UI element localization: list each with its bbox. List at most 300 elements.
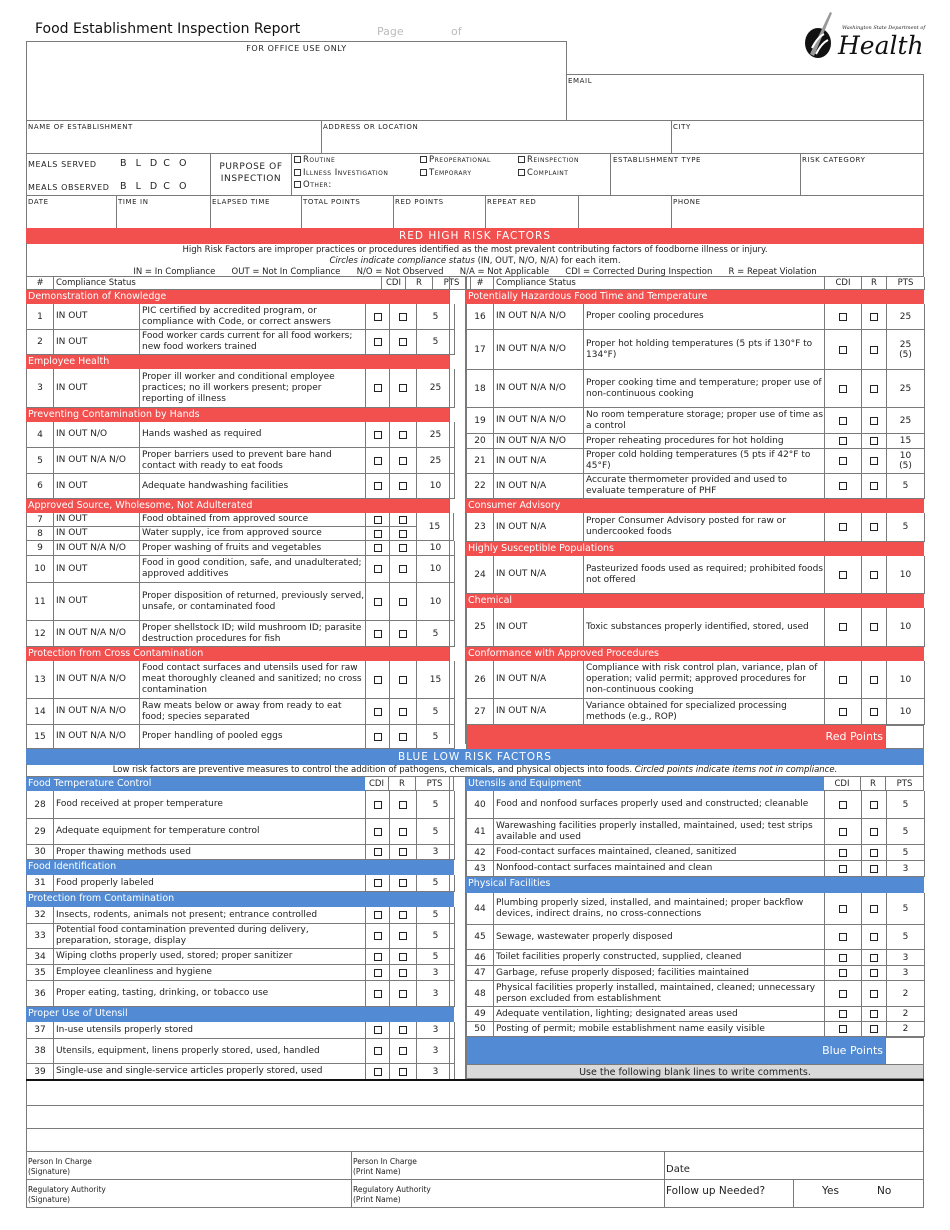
checkbox-icon[interactable] — [839, 954, 847, 962]
cdi-cell[interactable] — [825, 474, 862, 499]
checkbox-icon[interactable] — [839, 313, 847, 321]
checkbox-icon[interactable] — [374, 530, 382, 538]
cdi-cell[interactable] — [366, 924, 390, 949]
checkbox-icon[interactable] — [839, 623, 847, 631]
date-signed-field[interactable] — [664, 1151, 924, 1180]
checkbox-icon[interactable] — [374, 1068, 382, 1076]
cdi-cell[interactable] — [825, 966, 862, 981]
repeat-cell[interactable] — [390, 949, 417, 965]
repeat-cell[interactable] — [862, 699, 887, 725]
points-cell[interactable]: 3 — [417, 1022, 455, 1039]
points-cell[interactable]: 25 — [887, 408, 925, 434]
points-cell[interactable]: 5 — [417, 304, 455, 330]
checkbox-icon[interactable] — [518, 169, 525, 176]
checkbox-icon[interactable] — [374, 848, 382, 856]
repeat-cell[interactable] — [390, 924, 417, 949]
checkbox-icon[interactable] — [870, 571, 878, 579]
repeat-cell[interactable] — [862, 791, 887, 819]
compliance-status[interactable]: IN OUT — [54, 556, 140, 583]
checkbox-icon[interactable] — [374, 338, 382, 346]
points-cell[interactable]: 5 — [417, 949, 455, 965]
points-cell[interactable]: 5 — [887, 925, 925, 950]
checkbox-icon[interactable] — [374, 1047, 382, 1055]
repeat-cell[interactable] — [862, 1022, 887, 1037]
cdi-cell[interactable] — [825, 699, 862, 725]
checkbox-icon[interactable] — [374, 953, 382, 961]
checkbox-icon[interactable] — [374, 384, 382, 392]
compliance-status[interactable]: IN OUT — [54, 330, 140, 355]
checkbox-icon[interactable] — [399, 516, 407, 524]
repeat-cell[interactable] — [390, 527, 417, 541]
repeat-cell[interactable] — [390, 1064, 417, 1080]
checkbox-icon[interactable] — [399, 953, 407, 961]
checkbox-icon[interactable] — [374, 630, 382, 638]
checkbox-icon[interactable] — [870, 417, 878, 425]
checkbox-icon[interactable] — [870, 990, 878, 998]
checkbox-icon[interactable] — [399, 1047, 407, 1055]
cdi-cell[interactable] — [366, 699, 390, 725]
checkbox-icon[interactable] — [399, 932, 407, 940]
comment-line-1[interactable] — [26, 1081, 924, 1106]
points-cell[interactable]: 25 — [887, 304, 925, 330]
checkbox-icon[interactable] — [374, 801, 382, 809]
points-cell[interactable]: 25 — [417, 369, 455, 408]
repeat-cell[interactable] — [862, 893, 887, 925]
cdi-cell[interactable] — [366, 1039, 390, 1064]
points-cell[interactable]: 5 — [417, 725, 455, 749]
checkbox-icon[interactable] — [870, 801, 878, 809]
checkbox-icon[interactable] — [399, 911, 407, 919]
repeat-cell[interactable] — [862, 474, 887, 499]
repeat-cell[interactable] — [390, 304, 417, 330]
cdi-cell[interactable] — [825, 1007, 862, 1022]
checkbox-icon[interactable] — [399, 384, 407, 392]
cdi-cell[interactable] — [366, 1064, 390, 1080]
cdi-cell[interactable] — [366, 661, 390, 699]
compliance-status[interactable]: IN OUT N/A N/O — [54, 725, 140, 749]
checkbox-icon[interactable] — [839, 676, 847, 684]
checkbox-icon[interactable] — [870, 385, 878, 393]
checkbox-icon[interactable] — [399, 338, 407, 346]
checkbox-icon[interactable] — [839, 801, 847, 809]
repeat-cell[interactable] — [390, 474, 417, 499]
checkbox-icon[interactable] — [870, 969, 878, 977]
points-cell[interactable]: 3 — [887, 950, 925, 966]
points-cell[interactable]: 3 — [417, 965, 455, 981]
points-cell[interactable]: 15 — [887, 434, 925, 449]
points-cell[interactable]: 5 — [417, 907, 455, 924]
checkbox-icon[interactable] — [374, 516, 382, 524]
checkbox-icon[interactable] — [839, 990, 847, 998]
repeat-cell[interactable] — [862, 370, 887, 408]
cdi-cell[interactable] — [366, 875, 390, 892]
city-field[interactable] — [671, 120, 924, 154]
blue-points-total-field[interactable] — [885, 1037, 924, 1065]
compliance-status[interactable]: IN OUT N/A N/O — [494, 434, 584, 449]
repeat-cell[interactable] — [390, 621, 417, 647]
checkbox-icon[interactable] — [870, 346, 878, 354]
checkbox-icon[interactable] — [374, 911, 382, 919]
checkbox-icon[interactable] — [294, 181, 301, 188]
compliance-status[interactable]: IN OUT — [494, 608, 584, 647]
repeat-cell[interactable] — [390, 541, 417, 556]
points-cell[interactable]: 10 — [417, 583, 455, 621]
purpose-reinspection[interactable]: Reinspection — [518, 155, 579, 165]
checkbox-icon[interactable] — [420, 169, 427, 176]
repeat-cell[interactable] — [862, 661, 887, 699]
repeat-cell[interactable] — [390, 981, 417, 1007]
checkbox-icon[interactable] — [870, 933, 878, 941]
compliance-status[interactable]: IN OUT N/A — [494, 474, 584, 499]
cdi-cell[interactable] — [366, 791, 390, 819]
checkbox-icon[interactable] — [374, 828, 382, 836]
repeat-cell[interactable] — [390, 875, 417, 892]
points-cell[interactable]: 10 — [417, 474, 455, 499]
checkbox-icon[interactable] — [870, 437, 878, 445]
points-cell[interactable]: 3 — [887, 861, 925, 877]
follow-up-no[interactable]: No — [877, 1185, 892, 1197]
checkbox-icon[interactable] — [374, 708, 382, 716]
cdi-cell[interactable] — [366, 907, 390, 924]
repeat-cell[interactable] — [390, 448, 417, 474]
checkbox-icon[interactable] — [839, 346, 847, 354]
cdi-cell[interactable] — [825, 861, 862, 877]
checkbox-icon[interactable] — [839, 457, 847, 465]
checkbox-icon[interactable] — [399, 530, 407, 538]
repeat-cell[interactable] — [390, 583, 417, 621]
compliance-status[interactable]: IN OUT N/A N/O — [54, 448, 140, 474]
cdi-cell[interactable] — [366, 965, 390, 981]
repeat-cell[interactable] — [390, 907, 417, 924]
points-cell[interactable]: 3 — [417, 1039, 455, 1064]
email-field[interactable] — [566, 74, 924, 121]
cdi-cell[interactable] — [825, 608, 862, 647]
purpose-temporary[interactable]: Temporary — [420, 168, 471, 178]
cdi-cell[interactable] — [366, 583, 390, 621]
checkbox-icon[interactable] — [374, 565, 382, 573]
checkbox-icon[interactable] — [870, 457, 878, 465]
cdi-cell[interactable] — [825, 950, 862, 966]
checkbox-icon[interactable] — [870, 1010, 878, 1018]
repeat-cell[interactable] — [390, 725, 417, 749]
cdi-cell[interactable] — [825, 893, 862, 925]
checkbox-icon[interactable] — [374, 932, 382, 940]
checkbox-icon[interactable] — [839, 1010, 847, 1018]
points-cell[interactable]: 5 — [887, 845, 925, 861]
checkbox-icon[interactable] — [399, 848, 407, 856]
cdi-cell[interactable] — [366, 422, 390, 448]
compliance-status[interactable]: IN OUT N/A — [494, 661, 584, 699]
cdi-cell[interactable] — [366, 725, 390, 749]
points-cell[interactable]: 5 — [417, 924, 455, 949]
repeat-cell[interactable] — [390, 1022, 417, 1039]
checkbox-icon[interactable] — [399, 879, 407, 887]
checkbox-icon[interactable] — [374, 879, 382, 887]
compliance-status[interactable]: IN OUT N/O — [54, 422, 140, 448]
repeat-cell[interactable] — [390, 819, 417, 845]
checkbox-icon[interactable] — [870, 954, 878, 962]
purpose-other[interactable]: Other: — [294, 180, 332, 190]
repeat-cell[interactable] — [862, 861, 887, 877]
compliance-status[interactable]: IN OUT N/A N/O — [54, 699, 140, 725]
repeat-cell[interactable] — [862, 608, 887, 647]
repeat-cell[interactable] — [862, 330, 887, 370]
compliance-status[interactable]: IN OUT N/A N/O — [494, 370, 584, 408]
checkbox-icon[interactable] — [399, 598, 407, 606]
compliance-status[interactable]: IN OUT — [54, 583, 140, 621]
checkbox-icon[interactable] — [374, 990, 382, 998]
checkbox-icon[interactable] — [374, 482, 382, 490]
repeat-cell[interactable] — [862, 408, 887, 434]
meals-observed-codes[interactable]: B L D C O — [120, 181, 187, 192]
cdi-cell[interactable] — [366, 513, 390, 527]
checkbox-icon[interactable] — [839, 523, 847, 531]
follow-up-yes[interactable]: Yes — [822, 1185, 839, 1197]
checkbox-icon[interactable] — [374, 544, 382, 552]
checkbox-icon[interactable] — [420, 156, 427, 163]
repeat-cell[interactable] — [390, 965, 417, 981]
points-cell[interactable]: 10 — [887, 556, 925, 594]
checkbox-icon[interactable] — [374, 598, 382, 606]
points-cell[interactable]: 5 — [417, 791, 455, 819]
purpose-preoperational[interactable]: Preoperational — [420, 155, 491, 165]
cdi-cell[interactable] — [366, 369, 390, 408]
cdi-cell[interactable] — [366, 621, 390, 647]
cdi-cell[interactable] — [825, 556, 862, 594]
office-use-box[interactable] — [26, 41, 567, 121]
checkbox-icon[interactable] — [374, 969, 382, 977]
checkbox-icon[interactable] — [399, 565, 407, 573]
compliance-status[interactable]: IN OUT N/A N/O — [494, 304, 584, 330]
checkbox-icon[interactable] — [870, 828, 878, 836]
points-cell[interactable]: 5 — [417, 621, 455, 647]
checkbox-icon[interactable] — [870, 1025, 878, 1033]
cdi-cell[interactable] — [366, 541, 390, 556]
repeat-cell[interactable] — [862, 1007, 887, 1022]
checkbox-icon[interactable] — [399, 733, 407, 741]
checkbox-icon[interactable] — [870, 676, 878, 684]
points-cell[interactable]: 15 — [416, 513, 454, 541]
repeat-cell[interactable] — [862, 449, 887, 474]
repeat-cell[interactable] — [862, 819, 887, 845]
checkbox-icon[interactable] — [870, 482, 878, 490]
repeat-cell[interactable] — [862, 925, 887, 950]
repeat-cell[interactable] — [390, 699, 417, 725]
points-cell[interactable]: 10 — [417, 556, 455, 583]
cdi-cell[interactable] — [825, 981, 862, 1007]
repeat-cell[interactable] — [390, 556, 417, 583]
cdi-cell[interactable] — [366, 330, 390, 355]
points-cell[interactable]: 2 — [887, 1022, 925, 1037]
cdi-cell[interactable] — [825, 434, 862, 449]
compliance-status[interactable]: IN OUT N/A N/O — [54, 661, 140, 699]
points-cell[interactable]: 3 — [417, 845, 455, 860]
comment-line-3[interactable] — [26, 1128, 924, 1152]
repeat-cell[interactable] — [390, 1039, 417, 1064]
checkbox-icon[interactable] — [518, 156, 525, 163]
checkbox-icon[interactable] — [399, 482, 407, 490]
checkbox-icon[interactable] — [374, 676, 382, 684]
points-cell[interactable]: 5 — [887, 819, 925, 845]
compliance-status[interactable]: IN OUT — [54, 513, 140, 527]
cdi-cell[interactable] — [825, 661, 862, 699]
checkbox-icon[interactable] — [839, 969, 847, 977]
cdi-cell[interactable] — [825, 925, 862, 950]
phone-field[interactable] — [671, 195, 924, 229]
repeat-cell[interactable] — [390, 330, 417, 355]
checkbox-icon[interactable] — [294, 169, 301, 176]
repeat-cell[interactable] — [862, 513, 887, 542]
repeat-cell[interactable] — [862, 304, 887, 330]
checkbox-icon[interactable] — [374, 733, 382, 741]
points-cell[interactable]: 5 — [887, 791, 925, 819]
repeat-cell[interactable] — [862, 966, 887, 981]
checkbox-icon[interactable] — [870, 905, 878, 913]
checkbox-icon[interactable] — [839, 865, 847, 873]
compliance-status[interactable]: IN OUT N/A — [494, 556, 584, 594]
points-cell[interactable]: 25 — [417, 448, 455, 474]
checkbox-icon[interactable] — [839, 385, 847, 393]
cdi-cell[interactable] — [825, 845, 862, 861]
compliance-status[interactable]: IN OUT N/A N/O — [54, 621, 140, 647]
compliance-status[interactable]: IN OUT N/A — [494, 449, 584, 474]
points-cell[interactable]: 5 — [887, 893, 925, 925]
compliance-status[interactable]: IN OUT N/A N/O — [54, 541, 140, 556]
points-cell[interactable]: 3 — [887, 966, 925, 981]
checkbox-icon[interactable] — [839, 437, 847, 445]
checkbox-icon[interactable] — [399, 676, 407, 684]
repeat-cell[interactable] — [390, 845, 417, 860]
cdi-cell[interactable] — [366, 819, 390, 845]
points-cell[interactable]: 10 — [417, 541, 455, 556]
compliance-status[interactable]: IN OUT N/A — [494, 513, 584, 542]
repeat-cell[interactable] — [390, 791, 417, 819]
cdi-cell[interactable] — [366, 845, 390, 860]
red-points-total-field[interactable] — [885, 725, 924, 749]
checkbox-icon[interactable] — [839, 1025, 847, 1033]
cdi-cell[interactable] — [366, 448, 390, 474]
checkbox-icon[interactable] — [374, 313, 382, 321]
points-cell[interactable]: 15 — [417, 661, 455, 699]
points-cell[interactable]: 10 — [887, 699, 925, 725]
points-cell[interactable]: 25 — [887, 370, 925, 408]
checkbox-icon[interactable] — [399, 990, 407, 998]
cdi-cell[interactable] — [825, 370, 862, 408]
checkbox-icon[interactable] — [870, 865, 878, 873]
cdi-cell[interactable] — [825, 408, 862, 434]
repeat-cell[interactable] — [390, 369, 417, 408]
checkbox-icon[interactable] — [839, 933, 847, 941]
repeat-cell[interactable] — [862, 434, 887, 449]
points-cell[interactable]: 5 — [417, 819, 455, 845]
cdi-cell[interactable] — [366, 527, 390, 541]
cdi-cell[interactable] — [366, 556, 390, 583]
repeat-cell[interactable] — [390, 422, 417, 448]
purpose-illness-investigation[interactable]: Illness Investigation — [294, 168, 388, 178]
checkbox-icon[interactable] — [374, 431, 382, 439]
checkbox-icon[interactable] — [399, 1026, 407, 1034]
cdi-cell[interactable] — [825, 1022, 862, 1037]
repeat-cell[interactable] — [390, 513, 417, 527]
compliance-status[interactable]: IN OUT — [54, 474, 140, 499]
cdi-cell[interactable] — [825, 819, 862, 845]
points-cell[interactable]: 25 (5) — [887, 330, 925, 370]
cdi-cell[interactable] — [825, 513, 862, 542]
checkbox-icon[interactable] — [399, 1068, 407, 1076]
points-cell[interactable]: 2 — [887, 1007, 925, 1022]
points-cell[interactable]: 5 — [417, 699, 455, 725]
compliance-status[interactable]: IN OUT N/A N/O — [494, 330, 584, 370]
points-cell[interactable]: 5 — [417, 330, 455, 355]
checkbox-icon[interactable] — [870, 623, 878, 631]
checkbox-icon[interactable] — [839, 571, 847, 579]
comment-line-2[interactable] — [26, 1105, 924, 1129]
checkbox-icon[interactable] — [374, 1026, 382, 1034]
cdi-cell[interactable] — [825, 304, 862, 330]
checkbox-icon[interactable] — [839, 828, 847, 836]
checkbox-icon[interactable] — [870, 708, 878, 716]
checkbox-icon[interactable] — [839, 417, 847, 425]
points-cell[interactable]: 25 — [417, 422, 455, 448]
checkbox-icon[interactable] — [839, 708, 847, 716]
repeat-cell[interactable] — [862, 950, 887, 966]
cdi-cell[interactable] — [366, 949, 390, 965]
points-cell[interactable]: 10 — [887, 608, 925, 647]
checkbox-icon[interactable] — [294, 156, 301, 163]
blank-field[interactable] — [578, 195, 672, 229]
compliance-status[interactable]: IN OUT N/A — [494, 699, 584, 725]
cdi-cell[interactable] — [825, 449, 862, 474]
repeat-cell[interactable] — [862, 556, 887, 594]
compliance-status[interactable]: IN OUT — [54, 304, 140, 330]
checkbox-icon[interactable] — [399, 828, 407, 836]
points-cell[interactable]: 10 — [887, 661, 925, 699]
purpose-routine[interactable]: Routine — [294, 155, 335, 165]
repeat-cell[interactable] — [862, 845, 887, 861]
cdi-cell[interactable] — [825, 330, 862, 370]
checkbox-icon[interactable] — [399, 708, 407, 716]
cdi-cell[interactable] — [366, 981, 390, 1007]
points-cell[interactable]: 2 — [887, 981, 925, 1007]
checkbox-icon[interactable] — [870, 313, 878, 321]
compliance-status[interactable]: IN OUT — [54, 369, 140, 408]
checkbox-icon[interactable] — [839, 905, 847, 913]
checkbox-icon[interactable] — [399, 544, 407, 552]
points-cell[interactable]: 5 — [887, 474, 925, 499]
compliance-status[interactable]: IN OUT — [54, 527, 140, 541]
points-cell[interactable]: 10 (5) — [887, 449, 925, 474]
checkbox-icon[interactable] — [399, 969, 407, 977]
checkbox-icon[interactable] — [399, 457, 407, 465]
cdi-cell[interactable] — [366, 474, 390, 499]
cdi-cell[interactable] — [825, 791, 862, 819]
checkbox-icon[interactable] — [870, 849, 878, 857]
checkbox-icon[interactable] — [839, 482, 847, 490]
repeat-cell[interactable] — [862, 981, 887, 1007]
checkbox-icon[interactable] — [399, 431, 407, 439]
checkbox-icon[interactable] — [870, 523, 878, 531]
checkbox-icon[interactable] — [374, 457, 382, 465]
purpose-complaint[interactable]: Complaint — [518, 168, 568, 178]
repeat-cell[interactable] — [390, 661, 417, 699]
checkbox-icon[interactable] — [839, 849, 847, 857]
cdi-cell[interactable] — [366, 1022, 390, 1039]
compliance-status[interactable]: IN OUT N/A N/O — [494, 408, 584, 434]
cdi-cell[interactable] — [366, 304, 390, 330]
points-cell[interactable]: 5 — [417, 875, 455, 892]
checkbox-icon[interactable] — [399, 801, 407, 809]
meals-served-codes[interactable]: B L D C O — [120, 158, 187, 169]
